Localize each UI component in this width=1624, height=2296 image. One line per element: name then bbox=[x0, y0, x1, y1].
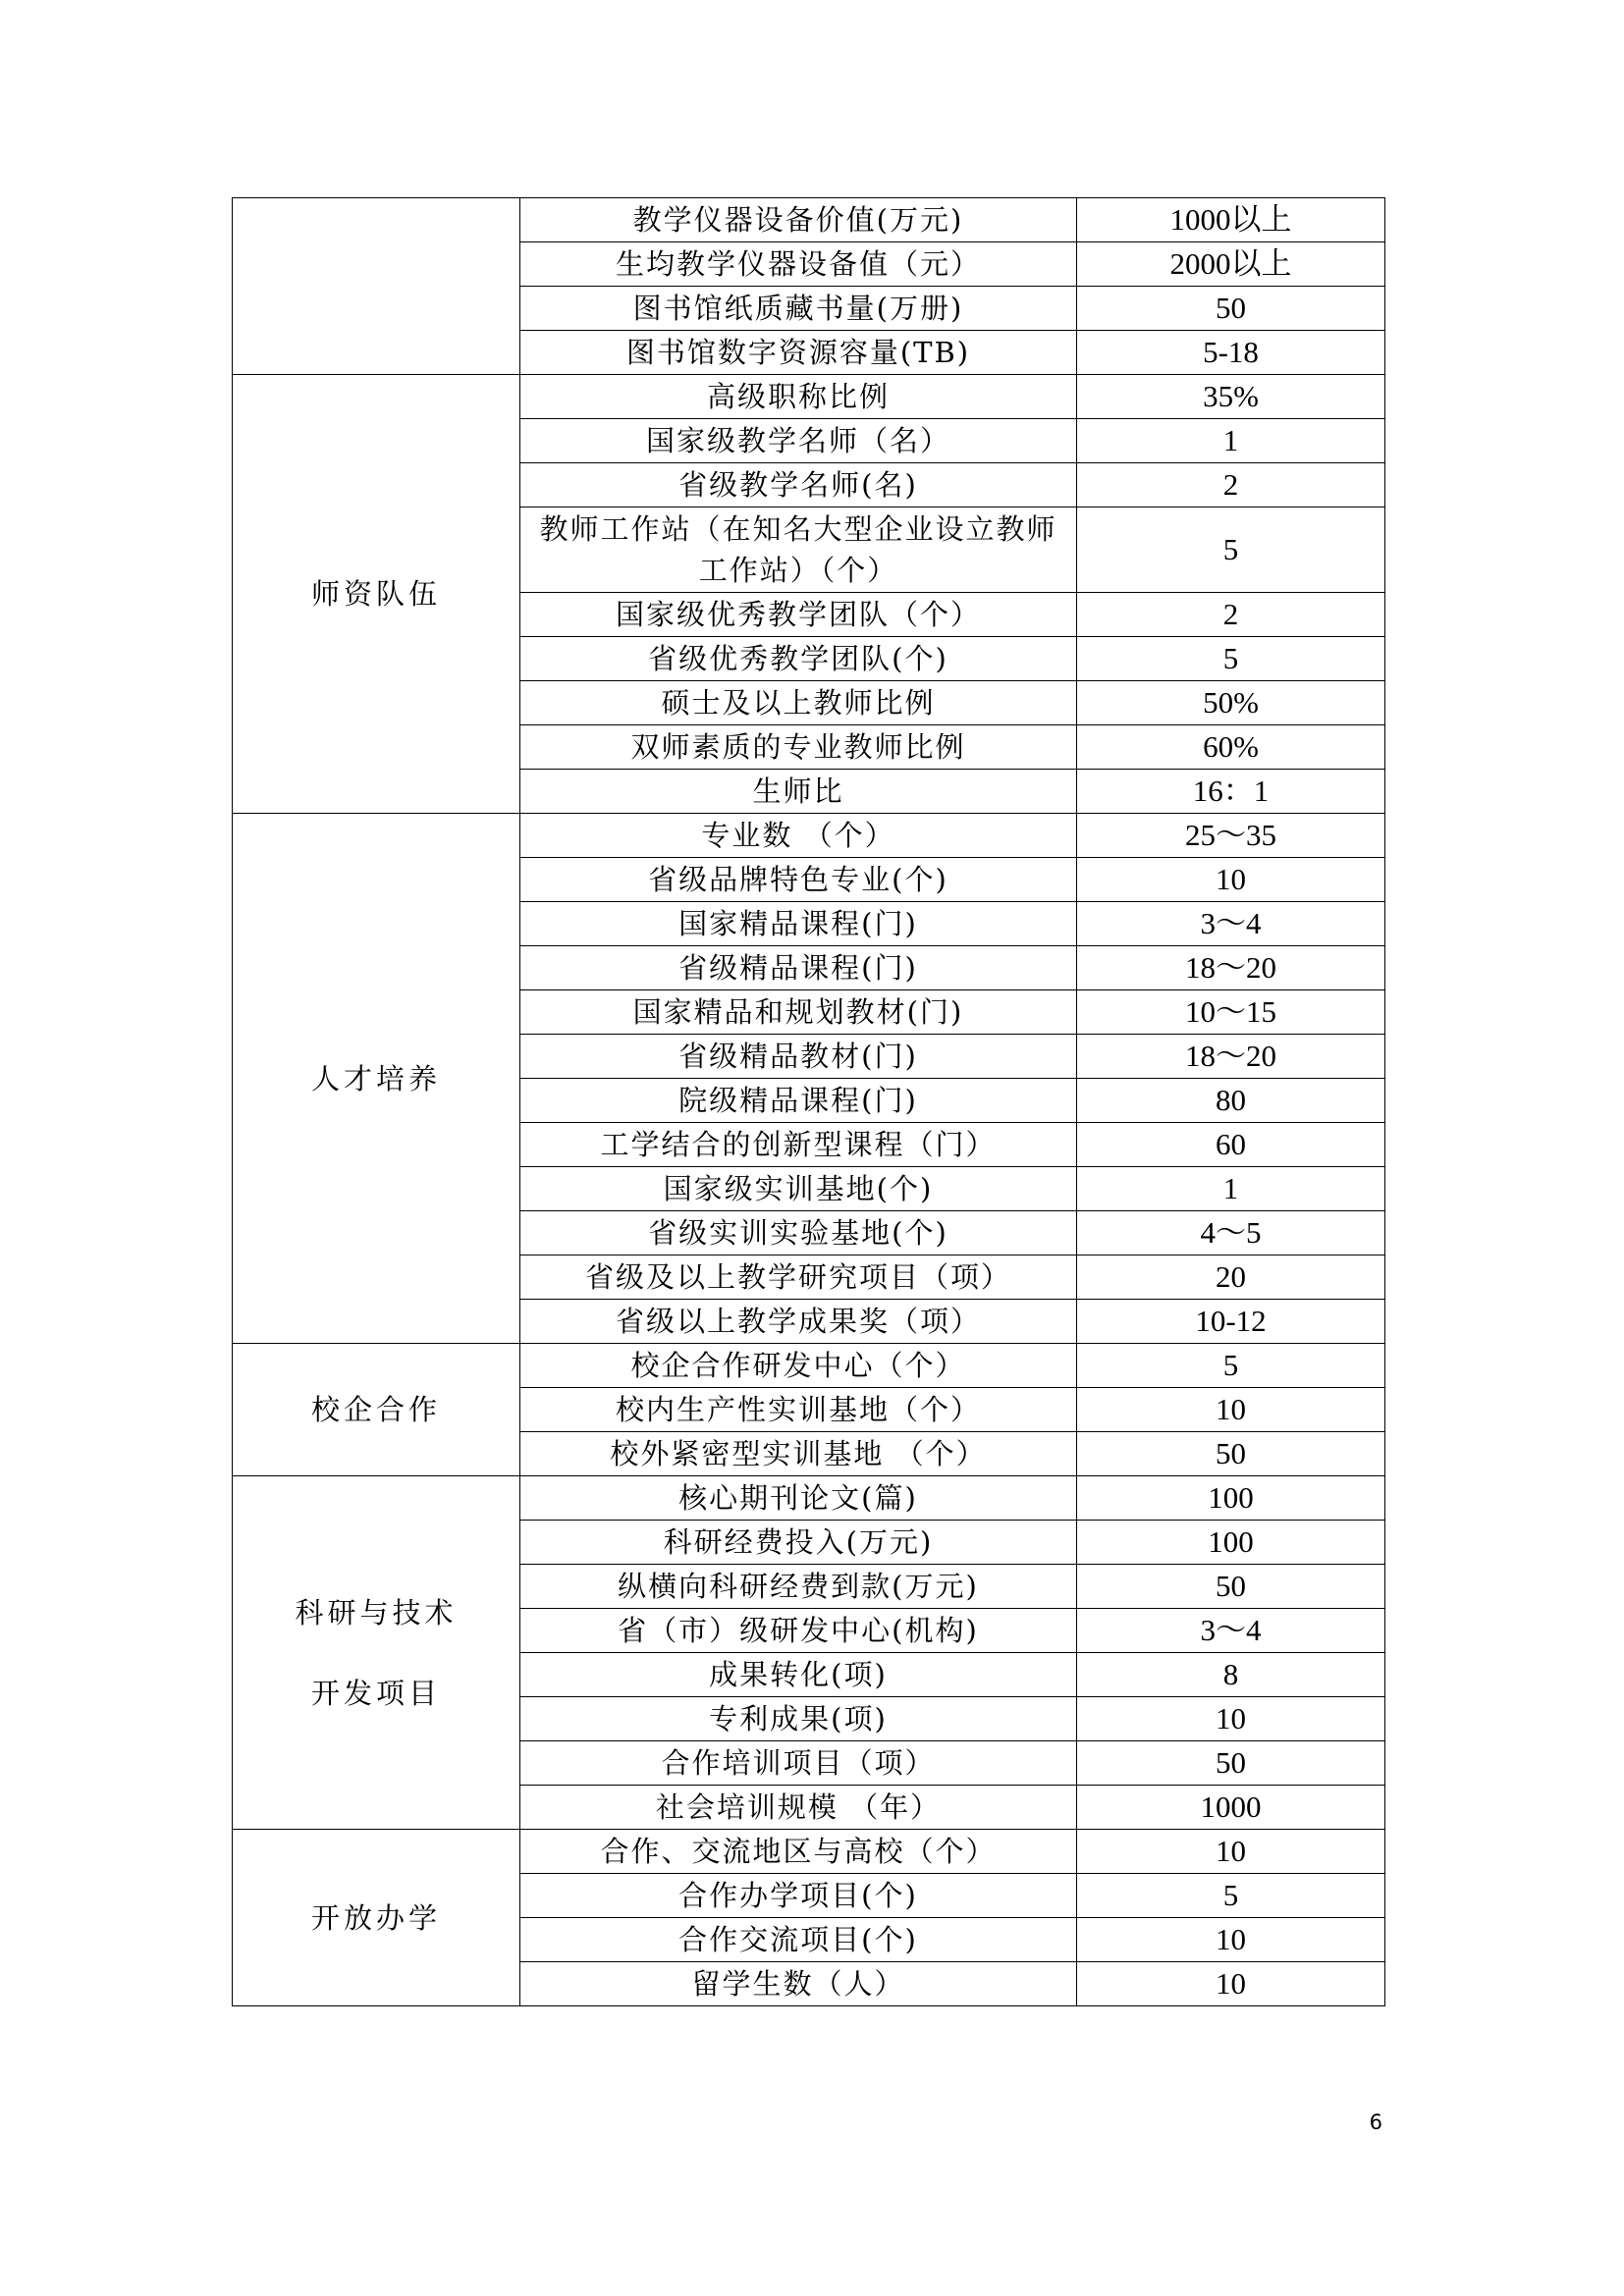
item-cell: 双师素质的专业教师比例 bbox=[520, 725, 1077, 770]
item-cell: 生均教学仪器设备值（元） bbox=[520, 242, 1077, 287]
item-cell: 成果转化(项) bbox=[520, 1653, 1077, 1697]
value-cell: 10～15 bbox=[1077, 990, 1385, 1035]
item-cell: 院级精品课程(门) bbox=[520, 1079, 1077, 1123]
table-row bbox=[233, 1830, 1385, 1874]
item-cell: 合作培训项目（项） bbox=[520, 1741, 1077, 1786]
item-cell: 留学生数（人） bbox=[520, 1962, 1077, 2006]
item-cell: 图书馆数字资源容量(TB) bbox=[520, 331, 1077, 375]
category-label-line1: 科研与技术 bbox=[295, 1595, 458, 1629]
item-cell: 校企合作研发中心（个） bbox=[520, 1344, 1077, 1388]
value-cell: 1000 bbox=[1077, 1786, 1385, 1830]
category-cell bbox=[233, 198, 520, 375]
value-cell: 16：1 bbox=[1077, 770, 1385, 814]
value-cell: 5 bbox=[1077, 1344, 1385, 1388]
item-cell: 高级职称比例 bbox=[520, 375, 1077, 419]
value-cell: 10-12 bbox=[1077, 1300, 1385, 1344]
value-cell: 100 bbox=[1077, 1521, 1385, 1565]
value-cell: 10 bbox=[1077, 1830, 1385, 1874]
item-cell: 省级品牌特色专业(个) bbox=[520, 858, 1077, 902]
value-cell: 5-18 bbox=[1077, 331, 1385, 375]
value-cell: 3～4 bbox=[1077, 1609, 1385, 1653]
value-cell: 35% bbox=[1077, 375, 1385, 419]
value-cell: 5 bbox=[1077, 637, 1385, 681]
item-cell: 国家级教学名师（名） bbox=[520, 419, 1077, 463]
item-cell: 国家级实训基地(个) bbox=[520, 1167, 1077, 1211]
table-row bbox=[233, 1476, 1385, 1521]
value-cell: 80 bbox=[1077, 1079, 1385, 1123]
table-row bbox=[233, 1344, 1385, 1388]
value-cell: 10 bbox=[1077, 1918, 1385, 1962]
value-cell: 18～20 bbox=[1077, 1035, 1385, 1079]
value-cell: 4～5 bbox=[1077, 1211, 1385, 1255]
value-cell: 60 bbox=[1077, 1123, 1385, 1167]
table-row bbox=[233, 814, 1385, 858]
value-cell: 10 bbox=[1077, 1388, 1385, 1432]
item-cell: 社会培训规模 （年） bbox=[520, 1786, 1077, 1830]
item-cell: 教师工作站（在知名大型企业设立教师工作站）（个） bbox=[520, 507, 1077, 593]
category-cell: 开放办学 bbox=[233, 1830, 520, 2006]
value-cell: 1000以上 bbox=[1077, 198, 1385, 242]
value-cell: 8 bbox=[1077, 1653, 1385, 1697]
value-cell: 50 bbox=[1077, 287, 1385, 331]
value-cell: 1 bbox=[1077, 1167, 1385, 1211]
item-cell: 纵横向科研经费到款(万元) bbox=[520, 1565, 1077, 1609]
item-cell: 合作交流项目(个) bbox=[520, 1918, 1077, 1962]
value-cell: 25～35 bbox=[1077, 814, 1385, 858]
value-cell: 10 bbox=[1077, 1697, 1385, 1741]
item-cell: 国家精品和规划教材(门) bbox=[520, 990, 1077, 1035]
item-cell: 省级教学名师(名) bbox=[520, 463, 1077, 507]
value-cell: 1 bbox=[1077, 419, 1385, 463]
category-cell bbox=[233, 1476, 520, 1830]
value-cell: 2 bbox=[1077, 593, 1385, 637]
value-cell: 50% bbox=[1077, 681, 1385, 725]
item-cell: 专利成果(项) bbox=[520, 1697, 1077, 1741]
item-cell: 省级及以上教学研究项目（项） bbox=[520, 1255, 1077, 1300]
table-row bbox=[233, 375, 1385, 419]
item-cell: 省级优秀教学团队(个) bbox=[520, 637, 1077, 681]
value-cell: 18～20 bbox=[1077, 946, 1385, 990]
category-cell: 人才培养 bbox=[233, 814, 520, 1344]
value-cell: 10 bbox=[1077, 858, 1385, 902]
metrics-table-body bbox=[233, 198, 1385, 2006]
value-cell: 100 bbox=[1077, 1476, 1385, 1521]
value-cell: 5 bbox=[1077, 1874, 1385, 1918]
item-cell: 省级以上教学成果奖（项） bbox=[520, 1300, 1077, 1344]
category-label-line2: 开发项目 bbox=[310, 1676, 441, 1710]
value-cell: 20 bbox=[1077, 1255, 1385, 1300]
item-cell: 硕士及以上教师比例 bbox=[520, 681, 1077, 725]
page-number: 6 bbox=[1369, 2110, 1382, 2134]
item-cell: 图书馆纸质藏书量(万册) bbox=[520, 287, 1077, 331]
item-cell: 国家精品课程(门) bbox=[520, 902, 1077, 946]
item-cell: 核心期刊论文(篇) bbox=[520, 1476, 1077, 1521]
item-cell: 校外紧密型实训基地 （个） bbox=[520, 1432, 1077, 1476]
value-cell: 50 bbox=[1077, 1565, 1385, 1609]
value-cell: 5 bbox=[1077, 507, 1385, 593]
item-cell: 科研经费投入(万元) bbox=[520, 1521, 1077, 1565]
value-cell: 60% bbox=[1077, 725, 1385, 770]
item-cell: 省级精品课程(门) bbox=[520, 946, 1077, 990]
item-cell: 工学结合的创新型课程（门） bbox=[520, 1123, 1077, 1167]
item-cell: 生师比 bbox=[520, 770, 1077, 814]
item-cell: 合作办学项目(个) bbox=[520, 1874, 1077, 1918]
item-cell: 校内生产性实训基地（个） bbox=[520, 1388, 1077, 1432]
value-cell: 50 bbox=[1077, 1432, 1385, 1476]
item-cell: 省（市）级研发中心(机构) bbox=[520, 1609, 1077, 1653]
value-cell: 2000以上 bbox=[1077, 242, 1385, 287]
value-cell: 10 bbox=[1077, 1962, 1385, 2006]
category-cell: 校企合作 bbox=[233, 1344, 520, 1476]
item-cell: 专业数 （个） bbox=[520, 814, 1077, 858]
item-cell: 教学仪器设备价值(万元) bbox=[520, 198, 1077, 242]
item-cell: 国家级优秀教学团队（个） bbox=[520, 593, 1077, 637]
metrics-table bbox=[232, 197, 1385, 2006]
category-cell: 师资队伍 bbox=[233, 375, 520, 814]
item-cell: 省级实训实验基地(个) bbox=[520, 1211, 1077, 1255]
value-cell: 3～4 bbox=[1077, 902, 1385, 946]
value-cell: 50 bbox=[1077, 1741, 1385, 1786]
item-cell: 省级精品教材(门) bbox=[520, 1035, 1077, 1079]
value-cell: 2 bbox=[1077, 463, 1385, 507]
table-row bbox=[233, 198, 1385, 242]
item-cell: 合作、交流地区与高校（个） bbox=[520, 1830, 1077, 1874]
